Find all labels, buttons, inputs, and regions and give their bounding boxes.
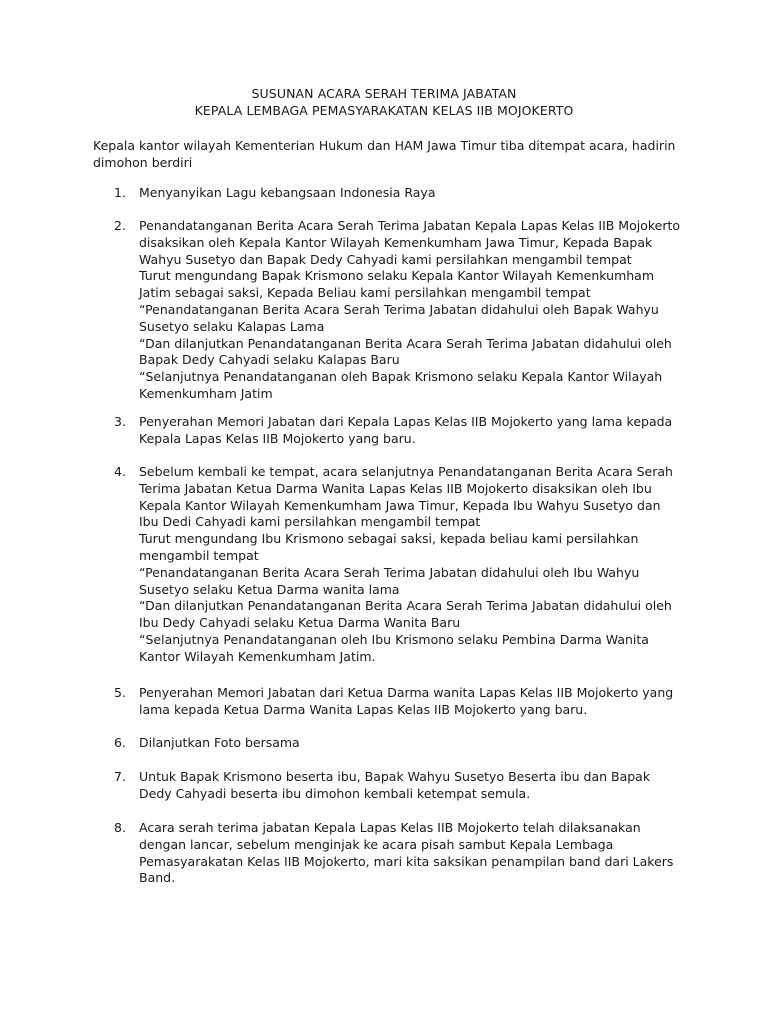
list-item-8: [114, 820, 684, 887]
list-item-number: 1.: [114, 185, 126, 200]
list-item-1: [114, 185, 684, 202]
document-title-line2: KEPALA LEMBAGA PEMASYARAKATAN KELAS IIB MOJOKERTO: [194, 103, 574, 118]
list-item-number: 2.: [114, 218, 126, 233]
list-item-number: 5.: [114, 685, 126, 700]
list-item-text: Dilanjutkan Foto bersama: [139, 735, 300, 750]
list-item-5: [114, 685, 684, 719]
list-item-text: Untuk Bapak Krismono beserta ibu, Bapak Wahyu Susetyo Beserta ibu dan Bapak Dedy Cahyadi beserta ibu dimohon kembali ketempat semula.: [139, 769, 651, 801]
list-item-text: Penandatanganan Berita Acara Serah Terima Jabatan Kepala Lapas Kelas IIB Mojokerto disaksikan oleh Kepala Kantor Wilayah Kemenkumham Jawa Timur, Kepada Bapak Wahyu Susetyo dan Bapak Dedy Cahyadi kami persilahkan mengambil tempat: [139, 218, 681, 267]
document-title-line1: SUSUNAN ACARA SERAH TERIMA JABATAN: [251, 86, 517, 101]
list-item-text: Penyerahan Memori Jabatan dari Kepala Lapas Kelas IIB Mojokerto yang lama kepada Kepala Lapas Kelas IIB Mojokerto yang baru.: [139, 414, 673, 446]
list-item-6: [114, 735, 684, 752]
list-item-text: Sebelum kembali ke tempat, acara selanjutnya Penandatanganan Berita Acara Serah Terima Jabatan Ketua Darma Wanita Lapas Kelas IIB Mojokerto disaksikan oleh Ibu Kepala Kantor Wilayah Kemenkumham Jawa Timur, Kepada Ibu Wahyu Susetyo dan Ibu Dedi Cahyadi kami persilahkan mengambil tempat: [139, 464, 673, 530]
list-item-text: Menyanyikan Lagu kebangsaan Indonesia Raya: [139, 185, 436, 200]
list-item-text: “Selanjutnya Penandatanganan oleh Ibu Krismono selaku Pembina Darma Wanita Kantor Wilayah Kemenkumham Jatim.: [139, 631, 649, 664]
list-item-text: “Selanjutnya Penandatanganan oleh Bapak Krismono selaku Kepala Kantor Wilayah Kemenkumham Jatim: [139, 369, 663, 401]
list-item-7: [114, 769, 684, 803]
list-item-number: 8.: [114, 820, 126, 835]
list-item-text: “Penandatanganan Berita Acara Serah Terima Jabatan didahului oleh Bapak Wahyu Susetyo selaku Kalapas Lama: [139, 301, 659, 334]
list-item-text: Turut mengundang Bapak Krismono selaku Kepala Kantor Wilayah Kemenkumham Jatim sebagai saksi, Kepada Beliau kami persilahkan mengambil tempat: [139, 268, 655, 301]
list-item-text: Acara serah terima jabatan Kepala Lapas Kelas IIB Mojokerto telah dilaksanakan dengan lancar, sebelum menginjak ke acara pisah sambut Kepala Lembaga Pemasyarakatan Kelas IIB Mojokerto, mari kita saksikan penampilan band dari Lakers Band.: [139, 820, 674, 886]
list-item-number: 6.: [114, 735, 126, 750]
list-item-4: [114, 464, 684, 666]
list-item-number: 7.: [114, 769, 126, 784]
list-item-3: [114, 414, 684, 448]
list-item-text: “Dan dilanjutkan Penandatanganan Berita Acara Serah Terima Jabatan didahului oleh Ibu Dedy Cahyadi selaku Ketua Darma Wanita Baru: [139, 598, 672, 631]
intro-paragraph: Kepala kantor wilayah Kementerian Hukum dan HAM Jawa Timur tiba ditempat acara, hadirin dimohon berdiri: [93, 138, 676, 170]
list-item-number: 4.: [114, 464, 126, 479]
list-item-2: [114, 218, 684, 403]
list-item-text: Penyerahan Memori Jabatan dari Ketua Darma wanita Lapas Kelas IIB Mojokerto yang lama kepada Ketua Darma Wanita Lapas Kelas IIB Mojokerto yang baru.: [139, 685, 674, 717]
list-item-text: Turut mengundang Ibu Krismono sebagai saksi, kepada beliau kami persilahkan mengambil tempat: [139, 531, 639, 563]
list-item-number: 3.: [114, 414, 126, 429]
list-item-text: “Penandatanganan Berita Acara Serah Terima Jabatan didahului oleh Ibu Wahyu Susetyo selaku Ketua Darma wanita lama: [139, 564, 640, 597]
list-item-text: “Dan dilanjutkan Penandatanganan Berita Acara Serah Terima Jabatan didahului oleh Bapak Dedy Cahyadi selaku Kalapas Baru: [139, 335, 672, 368]
